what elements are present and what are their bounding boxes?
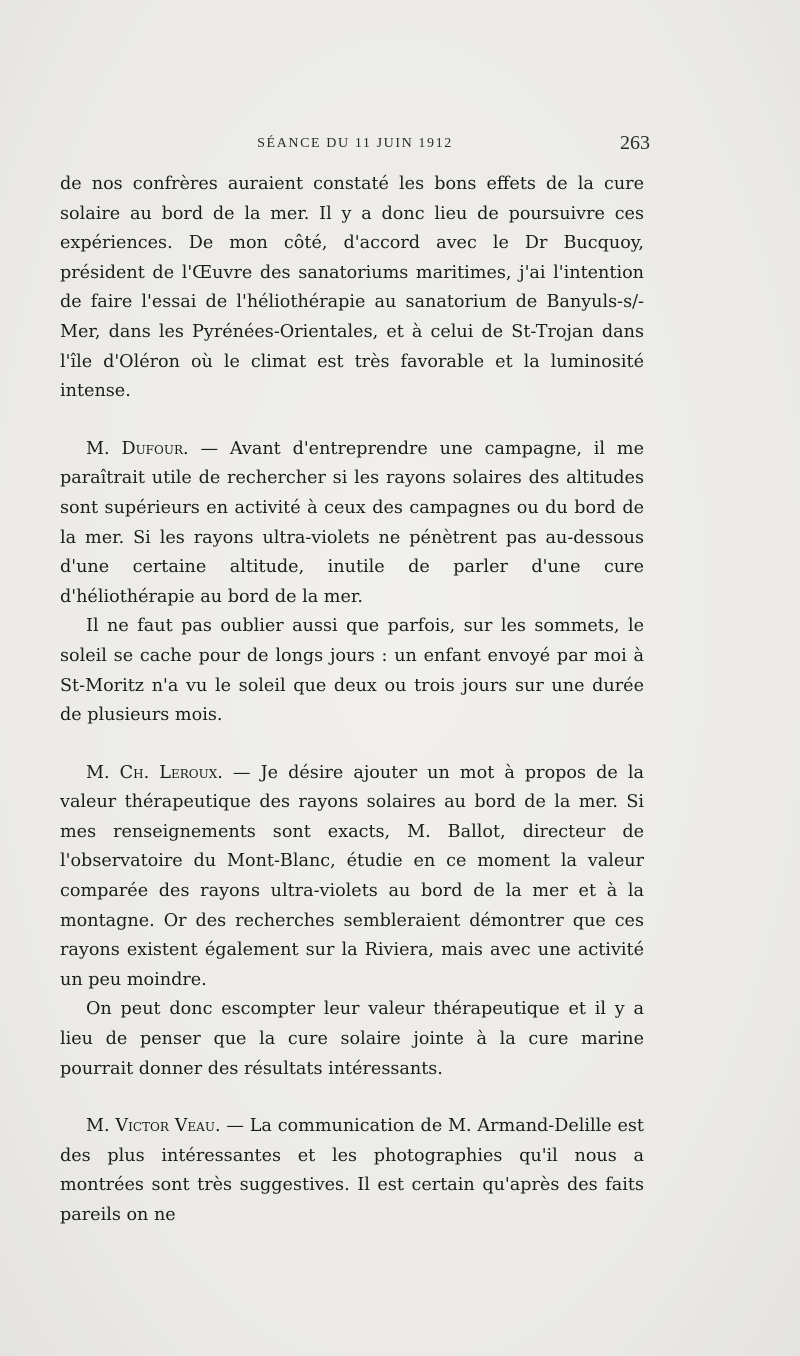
paragraph-text: On peut donc escompter leur valeur thérapeutique et il y a lieu de penser que la cure solaire jointe à la cure marine pourrait donner des résultats intéressants.	[60, 999, 644, 1079]
paragraph-text: — Je désire ajouter un mot à propos de la valeur thérapeutique des rayons solaires au bord de la mer. Si mes renseignements sont exacts, M. Ballot, directeur de l'observatoire du Mont-Blanc, étudie en ce moment la valeur comparée des rayons ultra-violets au bord de la mer et à la montagne. Or des recherches sembleraient démontrer que ces rayons existent également sur la Riviera, mais avec une activité un peu moindre.	[60, 762, 644, 990]
paragraph-continuation	[60, 170, 644, 407]
paragraph-dufour	[60, 435, 644, 613]
paragraph-gap	[60, 731, 644, 759]
paragraph-veau	[60, 1112, 644, 1230]
speaker-name: M. Dufour.	[86, 438, 189, 459]
speaker-name: M. Ch. Leroux.	[86, 762, 223, 783]
paragraph-gap	[60, 407, 644, 435]
paragraph-leroux-continued	[60, 995, 644, 1084]
body-text	[60, 170, 644, 1231]
paragraph-dufour-continued	[60, 612, 644, 730]
paragraph-text: — La communication de M. Armand-Delille est des plus intéressantes et les photographies qu'il nous a montrées sont très suggestives. Il est certain qu'après des faits pareils on ne	[60, 1116, 644, 1225]
paragraph-text: Il ne faut pas oublier aussi que parfois, sur les sommets, le soleil se cache pour de longs jours : un enfant envoyé par moi à St-Moritz n'a vu le soleil que deux ou trois jours sur une durée de plusieurs mois.	[60, 616, 644, 726]
page-header	[60, 132, 650, 160]
paragraph-leroux	[60, 759, 644, 996]
paragraph-text: — Avant d'entreprendre une campagne, il me paraîtrait utile de rechercher si les rayons solaires des altitudes sont supérieurs en activité à ceux des campagnes ou du bord de la mer. Si les rayons ultra-violets ne pénètrent pas au-dessous d'une certaine altitude, inutile de parler d'une cure d'héliothérapie au bord de la mer.	[60, 438, 645, 607]
running-head: SÉANCE DU 11 JUIN 1912	[257, 136, 453, 151]
speaker-name: M. Victor Veau.	[86, 1116, 221, 1137]
page-number: 263	[620, 132, 650, 154]
paragraph-text: de nos confrères auraient constaté les bons effets de la cure solaire au bord de la mer. Il y a donc lieu de poursuivre ces expériences. De mon côté, d'accord avec le Dr Bucquoy, président de l'Œuvre des sanatoriums maritimes, j'ai l'intention de faire l'essai de l'héliothérapie au sanatorium de Banyuls-s/-Mer, dans les Pyrénées-Orientales, et à celui de St-Trojan dans l'île d'Oléron où le climat est très favorable et la luminosité intense.	[60, 174, 644, 402]
paragraph-gap	[60, 1084, 644, 1112]
